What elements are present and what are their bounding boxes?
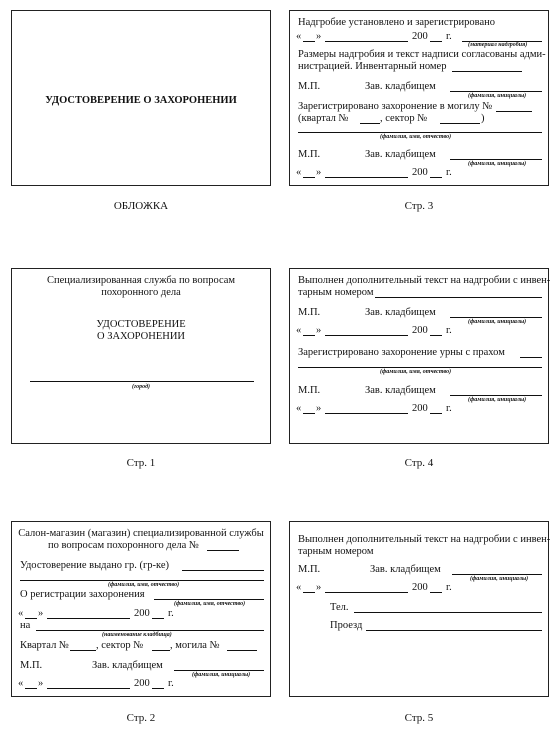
p3-zav2: Зав. кладбищем [365, 149, 436, 160]
p2-number-line[interactable] [207, 550, 239, 551]
p2-cemetery-line[interactable] [36, 630, 264, 631]
p3-date2-open: « [296, 167, 302, 178]
p1-title-line2: О ЗАХОРОНЕНИИ [97, 331, 185, 342]
page3-caption: Стр. 3 [404, 200, 434, 212]
p4-fio-line[interactable] [298, 367, 542, 368]
p2-year1: 200 [134, 608, 150, 619]
p4-g2: г. [446, 403, 452, 414]
p3-inventory-line[interactable] [452, 71, 522, 72]
p2-fio-hint: (фамилия, имя, отчество) [108, 582, 180, 588]
p2-issued-line[interactable] [182, 570, 264, 571]
p4-year2: 200 [412, 403, 428, 414]
p4-line1: Выполнен дополнительный текст на надгробии с инвен- [298, 275, 551, 286]
p4-fio-init-hint1: (фамилия, инициалы) [468, 319, 527, 325]
p3-grave-line[interactable] [496, 111, 532, 112]
p2-date2-open: « [18, 678, 24, 689]
page4-caption: Стр. 4 [404, 457, 434, 469]
p2-g2: г. [168, 678, 174, 689]
p3-date-open: « [296, 31, 302, 42]
p4-urn: Зарегистрировано захоронение урны с прахом [298, 347, 505, 358]
p3-date-close: » [316, 31, 322, 42]
p2-issued: Удостоверение выдано гр. (гр-ке) [20, 560, 170, 571]
p2-cemetery-hint: (наименование кладбища) [102, 632, 172, 638]
p4-date2-open: « [296, 403, 302, 414]
p3-reg2-b: , сектор № [380, 113, 428, 124]
p5-date-close: » [316, 582, 322, 593]
p3-zav2-line[interactable] [450, 159, 542, 160]
p4-date1-close: » [316, 325, 322, 336]
p4-mp2: М.П. [298, 385, 321, 396]
p2-g1: г. [168, 608, 174, 619]
p5-zav-line[interactable] [452, 574, 542, 575]
p2-year2: 200 [134, 678, 150, 689]
p2-day2-line[interactable] [25, 688, 37, 689]
p2-registration: О регистрации захоронения [20, 589, 145, 600]
page1-card [11, 268, 271, 444]
p3-reg1: Зарегистрировано захоронение в могилу № [298, 101, 493, 112]
p4-day1-line[interactable] [303, 335, 315, 336]
p3-year: 200 [412, 31, 428, 42]
p1-title-line1: УДОСТОВЕРЕНИЕ [96, 319, 186, 330]
p2-fio-hint2: (фамилия, имя, отчество) [174, 601, 246, 607]
p3-year-line[interactable] [430, 41, 442, 42]
p4-zav1-line[interactable] [450, 317, 542, 318]
p5-fio-init-hint: (фамилия, инициалы) [470, 576, 529, 582]
p3-sizes2: нистрацией. Инвентарный номер [298, 61, 447, 72]
p2-line2: по вопросам похоронного дела № [48, 540, 199, 551]
p2-month1-line[interactable] [47, 618, 130, 619]
p5-proezd: Проезд [330, 620, 363, 631]
p4-fio-hint: (фамилия, имя, отчество) [380, 369, 452, 375]
p3-g: г. [446, 31, 452, 42]
p3-fio-init-hint1: (фамилия, инициалы) [468, 93, 527, 99]
p1-city-line[interactable] [30, 381, 254, 382]
page1-caption: Стр. 1 [126, 457, 156, 469]
page4-card [289, 268, 549, 444]
page5-caption: Стр. 5 [404, 712, 434, 724]
p2-mogila-line[interactable] [227, 650, 257, 651]
p2-fio-line[interactable] [20, 580, 264, 581]
p5-day-line[interactable] [303, 592, 315, 593]
p3-zav1-line[interactable] [450, 91, 542, 92]
p4-year1: 200 [412, 325, 428, 336]
p2-registration-line[interactable] [154, 599, 264, 600]
p4-fio-init-hint2: (фамилия, инициалы) [468, 397, 527, 403]
p3-sektor-line[interactable] [440, 123, 480, 124]
p2-kvartal: Квартал № [20, 640, 69, 651]
p5-year: 200 [412, 582, 428, 593]
p2-date1-open: « [18, 608, 24, 619]
p4-month1-line[interactable] [325, 335, 408, 336]
p2-date1-close: » [38, 608, 44, 619]
p4-zav2-line[interactable] [450, 395, 542, 396]
p4-zav2: Зав. кладбищем [365, 385, 436, 396]
page5-card [289, 521, 549, 697]
p5-date-open: « [296, 582, 302, 593]
p3-fio-line[interactable] [298, 132, 542, 133]
p4-g1: г. [446, 325, 452, 336]
p3-day2-line[interactable] [303, 177, 315, 178]
page2-card [11, 521, 271, 697]
p2-day1-line[interactable] [25, 618, 37, 619]
p3-year2: 200 [412, 167, 428, 178]
cover-caption: ОБЛОЖКА [113, 200, 169, 212]
p3-month2-line[interactable] [325, 177, 408, 178]
p3-sizes1: Размеры надгробия и текст надписи согласованы адми- [298, 49, 546, 60]
p4-day2-line[interactable] [303, 413, 315, 414]
p5-line1: Выполнен дополнительный текст на надгробии с инвен- [298, 534, 551, 545]
p3-reg2-c: ) [481, 113, 485, 124]
p4-zav1: Зав. кладбищем [365, 307, 436, 318]
p5-mp: М.П. [298, 564, 321, 575]
p4-line2: тарным номером [298, 287, 374, 298]
cover-card [11, 10, 271, 186]
p5-tel-line[interactable] [354, 612, 542, 613]
p3-fio-hint: (фамилия, имя, отчество) [380, 134, 452, 140]
p2-mogila: , могила № [170, 640, 220, 651]
p3-month-line[interactable] [325, 41, 408, 42]
p3-kvartal-line[interactable] [360, 123, 380, 124]
p5-proezd-line[interactable] [366, 630, 542, 631]
p5-line2: тарным номером [298, 546, 374, 557]
p1-org-line2: похоронного дела [101, 287, 181, 298]
p5-year-line[interactable] [430, 592, 442, 593]
p4-inventory-line[interactable] [375, 297, 542, 298]
p3-mp1: М.П. [298, 81, 321, 92]
p2-line1: Салон-магазин (магазин) специализированной службы [18, 528, 264, 539]
p2-date2-close: » [38, 678, 44, 689]
p2-year1-line[interactable] [152, 618, 164, 619]
p2-month2-line[interactable] [47, 688, 130, 689]
p2-sektor: , сектор № [96, 640, 144, 651]
p4-urn-line[interactable] [520, 357, 542, 358]
p4-date1-open: « [296, 325, 302, 336]
p3-year2-line[interactable] [430, 177, 442, 178]
p2-zav-line[interactable] [174, 670, 264, 671]
p2-fio-init-hint: (фамилия, инициалы) [192, 672, 251, 678]
p3-zav1: Зав. кладбищем [365, 81, 436, 92]
p3-mp2: М.П. [298, 149, 321, 160]
p2-kvartal-line[interactable] [70, 650, 96, 651]
p5-month-line[interactable] [325, 592, 408, 593]
p3-fio-init-hint2: (фамилия, инициалы) [468, 161, 527, 167]
page3-card [289, 10, 549, 186]
p2-sektor-line[interactable] [152, 650, 170, 651]
p2-zav: Зав. кладбищем [92, 660, 163, 671]
p3-day-line[interactable] [303, 41, 315, 42]
p5-tel: Тел. [330, 602, 349, 613]
cover-title: УДОСТОВЕРЕНИЕ О ЗАХОРОНЕНИИ [45, 95, 237, 106]
p4-year1-line[interactable] [430, 335, 442, 336]
p5-g: г. [446, 582, 452, 593]
page2-caption: Стр. 2 [126, 712, 156, 724]
p1-city-hint: (город) [131, 384, 151, 390]
p4-month2-line[interactable] [325, 413, 408, 414]
p2-mp: М.П. [20, 660, 43, 671]
p4-date2-close: » [316, 403, 322, 414]
p3-g2: г. [446, 167, 452, 178]
p3-line1: Надгробие установлено и зарегистрировано [298, 17, 495, 28]
p3-date2-close: » [316, 167, 322, 178]
p4-mp1: М.П. [298, 307, 321, 318]
p3-reg2-a: (квартал № [298, 113, 349, 124]
p4-year2-line[interactable] [430, 413, 442, 414]
p3-material-hint: (материал надгробия) [468, 42, 528, 48]
p2-na: на [20, 620, 31, 631]
p5-zav: Зав. кладбищем [370, 564, 441, 575]
p1-org-line1: Специализированная служба по вопросам [46, 275, 236, 286]
p2-year2-line[interactable] [152, 688, 164, 689]
